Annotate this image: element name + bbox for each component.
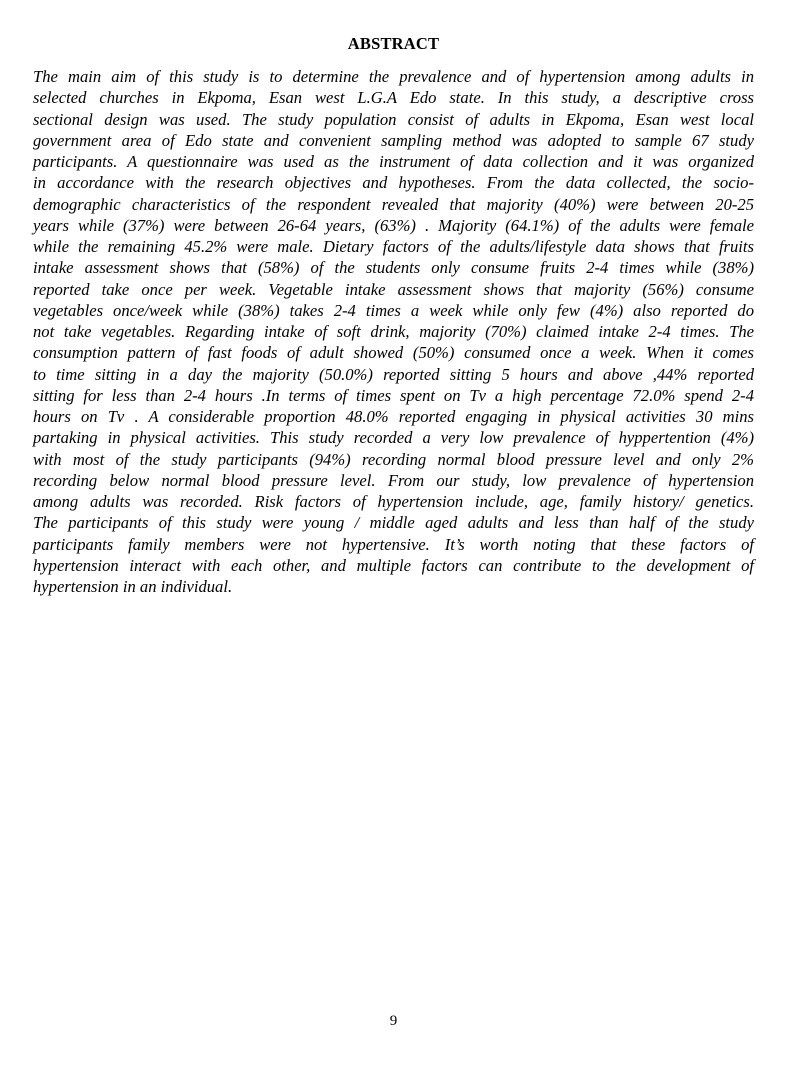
abstract-line: intake assessment shows that (58%) of the students only consume fruits 2-4 times while (38%) <box>33 258 754 278</box>
abstract-line: hypertension in an individual. <box>33 577 233 596</box>
abstract-line: vegetables once/week while (38%) takes 2-4 times a week while only few (4%) also reported do <box>33 300 754 320</box>
abstract-line: to time sitting in a day the majority (50.0%) reported sitting 5 hours and above ,44% reported <box>33 364 754 384</box>
abstract-line: hours on Tv . A considerable proportion 48.0% reported engaging in physical activities 30 mins <box>33 407 754 426</box>
abstract-line: demographic characteristics of the respondent revealed that majority (40%) were between 20-25 <box>33 194 754 214</box>
abstract-line: while the remaining 45.2% were male. Dietary factors of the adults/lifestyle data shows that fruits <box>33 237 754 256</box>
abstract-line: years while (37%) were between 26-64 years, (63%) . Majority (64.1%) of the adults were female <box>33 215 754 235</box>
abstract-line: participants. A questionnaire was used as the instrument of data collection and it was organized <box>33 152 754 171</box>
abstract-line: partaking in physical activities. This study recorded a very low prevalence of hyppertention (4%) <box>33 428 754 448</box>
abstract-line: sectional design was used. The study population consist of adults in Ekpoma, Esan west local <box>33 109 754 129</box>
abstract-line: The main aim of this study is to determine the prevalence and of hypertension among adults in <box>33 67 754 86</box>
abstract-line: in accordance with the research objectives and hypotheses. From the data collected, the socio- <box>33 173 754 193</box>
abstract-line: not take vegetables. Regarding intake of soft drink, majority (70%) claimed intake 2-4 times. The <box>33 322 754 341</box>
page-number: 9 <box>389 1013 398 1029</box>
abstract-line: hypertension interact with each other, and multiple factors can contribute to the development of <box>33 555 754 575</box>
abstract-line: participants family members were not hypertensive. It’s worth noting that these factors of <box>33 534 754 554</box>
abstract-line: The participants of this study were young / middle aged adults and less than half of the study <box>33 513 754 533</box>
abstract-line: government area of Edo state and convenient sampling method was adopted to sample 67 study <box>33 130 754 150</box>
abstract-line: with most of the study participants (94%) recording normal blood pressure level and only 2% <box>33 449 754 469</box>
abstract-line: reported take once per week. Vegetable intake assessment shows that majority (56%) consume <box>33 279 754 299</box>
abstract-line: sitting for less than 2-4 hours .In terms of times spent on Tv a high percentage 72.0% spend 2-4 <box>33 385 754 405</box>
abstract-line: among adults was recorded. Risk factors of hypertension include, age, family history/ genetics. <box>33 492 754 511</box>
abstract-line: consumption pattern of fast foods of adult showed (50%) consumed once a week. When it comes <box>33 343 754 363</box>
abstract-line: recording below normal blood pressure level. From our study, low prevalence of hypertension <box>33 470 754 490</box>
abstract-heading: ABSTRACT <box>347 34 440 53</box>
abstract-paragraph <box>33 66 754 597</box>
abstract-line: selected churches in Ekpoma, Esan west L.G.A Edo state. In this study, a descriptive cross <box>33 88 754 108</box>
